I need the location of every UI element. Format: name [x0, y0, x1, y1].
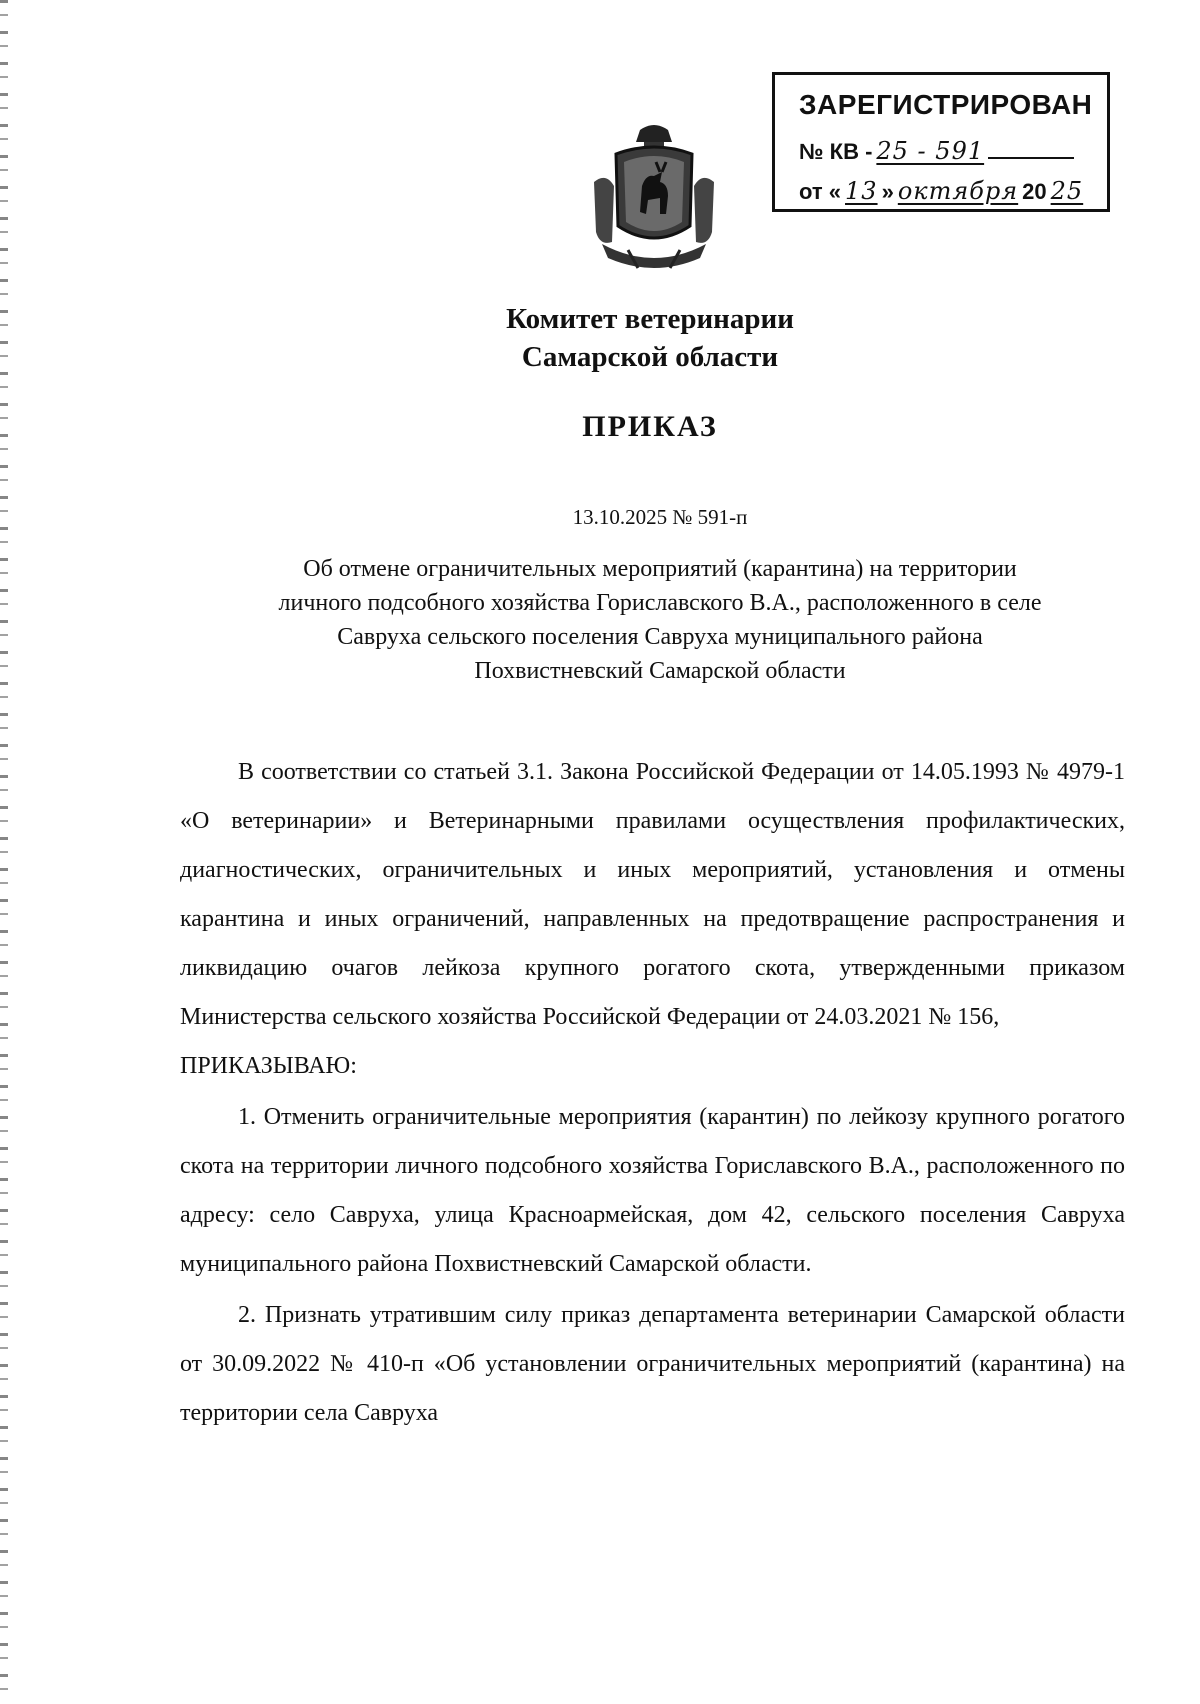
samara-region-coat-of-arms-icon	[588, 122, 720, 272]
stamp-date-line	[799, 177, 1087, 205]
command-word: ПРИКАЗЫВАЮ:	[180, 1053, 357, 1079]
stamp-number-handwritten: 25 - 591	[876, 137, 985, 165]
subject-line: личного подсобного хозяйства Гориславского В.А., расположенного в селе	[278, 590, 1042, 616]
stamp-number-underline	[988, 155, 1074, 159]
registration-stamp	[772, 72, 1110, 212]
preamble-paragraph: В соответствии со статьей 3.1. Закона Российской Федерации от 14.05.1993 № 4979-1 «О ветеринарии» и Ветеринарными правилами осуществления профилактических, диагностических, ограничительных и иных мероприятий, установления и отмены карантина и иных ограничений, направленных на предотвращение распространения и ликвидацию очагов лейкоза крупного рогатого скота, утвержденными приказом Министерства сельского хозяйства Российской Федерации от 24.03.2021 № 156,	[180, 759, 1125, 1030]
subject-line: Об отмене ограничительных мероприятий (карантина) на территории	[303, 556, 1017, 582]
stamp-date-month: октября	[897, 177, 1019, 205]
header-block	[0, 300, 1200, 376]
scan-edge-artifact	[0, 0, 8, 1704]
document-type-title: ПРИКАЗ	[582, 410, 718, 443]
document-subject	[180, 552, 1140, 688]
subject-line: Похвистневский Самарской области	[474, 658, 846, 684]
stamp-title: ЗАРЕГИСТРИРОВАН	[799, 89, 1093, 120]
stamp-date-prefix: от «	[799, 179, 842, 204]
order-item-2: 2. Признать утратившим силу приказ департамента ветеринарии Самарской области от 30.09.2022 № 410-п «Об установлении ограничительных мероприятий (карантина) на территории села Савруха	[180, 1302, 1125, 1426]
stamp-number-line	[799, 137, 1074, 165]
stamp-date-year-prefix: 20	[1022, 179, 1047, 204]
organization-name-line1: Комитет ветеринарии	[506, 303, 794, 335]
document-body	[180, 748, 1125, 1438]
organization-name-line2: Самарской области	[521, 341, 779, 373]
order-item-1: 1. Отменить ограничительные мероприятия (карантин) по лейкозу крупного рогатого скота на территории личного подсобного хозяйства Гориславского В.А., расположенного по адресу: село Савруха, улица Красноармейская, дом 42, сельского поселения Савруха муниципального района Похвистневский Самарской области.	[180, 1104, 1125, 1277]
document-date-number: 13.10.2025 № 591-п	[572, 505, 748, 529]
stamp-number-prefix: № КВ -	[799, 139, 873, 164]
subject-line: Савруха сельского поселения Савруха муниципального района	[337, 624, 983, 650]
stamp-date-year: 25	[1050, 177, 1084, 205]
stamp-date-day: 13	[845, 177, 878, 205]
stamp-date-mid: »	[881, 179, 894, 204]
